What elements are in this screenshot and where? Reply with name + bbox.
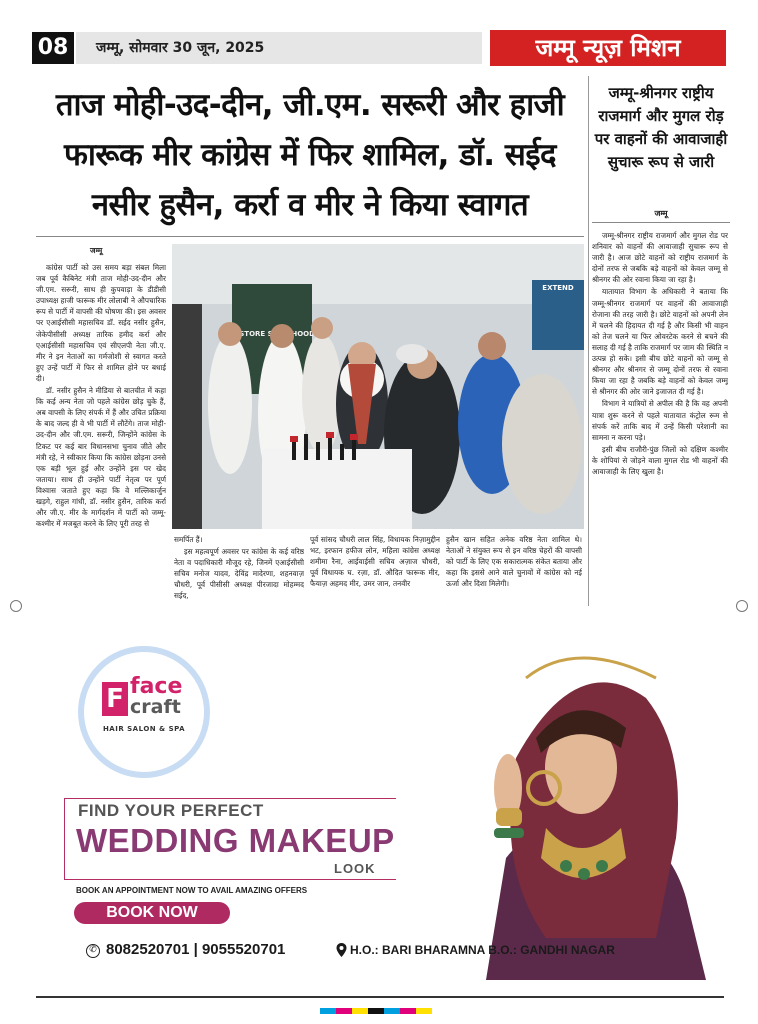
story-paragraph: कांग्रेस पार्टी को उस समय बड़ा संबल मिला जब पूर्व कैबिनेट मंत्री ताज मोही-उद-दीन और जी.एम. सरूरी, साथ ही कुपवाड़ा के डीडीसी उपाध्यक्ष हाजी फारूक मीर लोलाबी ने औपचारिक रूप से पार्टी में वापसी की घोषणा की। इस अवसर पर एआईसीसी महासचिव डॉ. सईद नसीर हुसैन, जेकेपीसीसी अध्यक्ष तारिक हमीद कर्रा और एआईसीसी महासचिव एवं सीएलपी नेता जी.ए. मीर ने इन नेताओं का गर्मजोशी से स्वागत करते हुए उन्हें पार्टी में फिर से शामिल होने पर बधाई दी। (36, 263, 166, 383)
logo-craft: craft (130, 696, 181, 718)
advertisement[interactable] (34, 628, 724, 980)
press-conference-illustration (172, 244, 584, 529)
color-swatch (400, 1008, 416, 1014)
page-bottom-rule (36, 996, 724, 998)
salon-address: H.O.: BARI BHARAMNA B.O.: GANDHI NAGAR (350, 943, 615, 957)
color-swatch (352, 1008, 368, 1014)
banner-text: RESTORE (229, 330, 266, 338)
side-byline: जम्मू (654, 209, 668, 218)
main-story-col3 (310, 534, 440, 614)
story-paragraph: हुसैन खान सहित अनेक वरिष्ठ नेता शामिल थे। नेताओं ने संयुक्त रूप से इन वरिष्ठ चेहरों की वापसी को पार्टी के लिए एक सकारात्मक संकेत बताया और कहा कि इससे आने वाले चुनावों में कांग्रेस को नई ऊर्जा और दिशा मिलेगी। (446, 535, 582, 589)
color-swatch (320, 1008, 336, 1014)
location-pin-icon (336, 943, 347, 957)
story-paragraph: समर्पित हैं। (174, 535, 203, 544)
side-rule (592, 222, 730, 223)
bride-photo (426, 638, 724, 980)
phone-numbers[interactable]: 8082520701 | 9055520701 (106, 941, 286, 958)
book-now-button[interactable]: BOOK NOW (74, 902, 230, 924)
story-paragraph: डॉ. नसीर हुसैन ने मीडिया से बातचीत में कहा कि कई अन्य नेता जो पहले कांग्रेस छोड़ चुके हैं, अब वापसी के लिए संपर्क में हैं और उचित प्रक्रिया के बाद जल्द ही वे भी पार्टी में लौटेंगे। ताज मोही-उद-दीन और जी.एम. सरूरी, जिन्होंने कांग्रेस के टिकट पर कई बार विधानसभा चुनाव जीते और मंत्री रहे, ने स्वीकार किया कि कांग्रेस छोड़ना उनसे एक बड़ी भूल हुई और उन्होंने इस पर खेद जताया। साथ ही उन्होंने पार्टी नेतृत्व पर पूर्ण विश्वास जताते हुए कहा कि वे मल्लिकार्जुन खड़गे, राहुल गांधी, डॉ. नसीर हुसैन, तारिक कर्रा और जी.ए. मीर के मार्गदर्शन में पार्टी को जम्मू-कश्मीर में मजबूत करने के लिए पूरी तरह से (36, 386, 166, 529)
main-story-col1 (36, 262, 166, 614)
ad-contact-bar (34, 940, 724, 970)
side-paragraph: विभाग ने यात्रियों से अपील की है कि वह अपनी यात्रा शुरू करने से पहले यातायात कंट्रोल रूम से संपर्क करें ताकि बाद में उन्हें किसी परेशानी का सामना न करना पड़े। (592, 399, 728, 442)
side-story-body (592, 230, 728, 610)
color-swatch (368, 1008, 384, 1014)
side-paragraph: यातायात विभाग के अधिकारी ने बताया कि जम्मू-श्रीनगर राजमार्ग पर वाहनों की आवाजाही रोजाना की तरह जारी है। छोटे वाहनों को अपनी लेन में चलने की हिदायत दी गई है और किसी भी वाहन को तेज चलने या फिर ओवरटेक करने से बचने की सलाह दी गई है ताकि राजमार्ग पर जाम की स्थिति न उत्पन्न हो सके। इसी बीच छोटे वाहनों को जम्मू से श्रीनगर और श्रीनगर से जम्मू दोनों तरफ से रवाना किया जा रहा है जबकि बड़े वाहनों को केवल जम्मू से श्रीनगर की ओर जाने इजाजत दी गई है। (592, 287, 728, 397)
side-banner-text: EXTEND (542, 284, 574, 292)
main-story-col2 (174, 534, 304, 614)
color-swatch (336, 1008, 352, 1014)
ad-line1: FIND YOUR PERFECT (78, 801, 264, 820)
registration-mark (736, 600, 748, 612)
logo-icon: F (102, 682, 128, 716)
logo-face: face (130, 674, 183, 699)
phone-icon: ✆ (86, 944, 100, 958)
side-headline: जम्मू-श्रीनगर राष्ट्रीय राजमार्ग और मुगल रोड़ पर वाहनों की आवाजाही सुचारू रूप से जारी (594, 84, 728, 171)
appointment-text: BOOK AN APPOINTMENT NOW TO AVAIL AMAZING OFFERS (76, 886, 308, 895)
ad-line2: WEDDING MAKEUP (76, 822, 395, 859)
side-paragraph: जम्मू-श्रीनगर राष्ट्रीय राजमार्ग और मुगल रोड पर शनिवार को वाहनों की आवाजाही सुचारू रूप से जारी है। आज छोटे वाहनों को राष्ट्रीय राजमार्ग के दोनों तरफ से जबकि बड़े वाहनों को केवल जम्मू से श्रीनगर की ओर रवाना किया जा रहा है। (592, 231, 728, 285)
issue-date: जम्मू, सोमवार 30 जून, 2025 (96, 40, 265, 56)
color-swatch (416, 1008, 432, 1014)
logo-tagline: HAIR SALON & SPA (102, 725, 186, 733)
masthead: जम्मू न्यूज़ मिशन (490, 30, 726, 66)
column-divider (588, 76, 589, 606)
headline-rule (36, 236, 584, 237)
side-paragraph: इसी बीच राजौरी-पुंछ जिलों को दक्षिण कश्मीर के शोपियां से जोड़ने वाला मुगल रोड भी वाहनों की आवाजाही के लिए खुला है। (592, 444, 728, 476)
story-paragraph: पूर्व सांसद चौधरी लाल सिंह, विधायक निज़ामुद्दीन भट, इरफान हफीज लोन, महिला कांग्रेस अध्यक्ष शमीमा रैना, आईवाईसी सचिव अज़ाज चौधरी, पूर्व विधायक घ. रज़ा, डॉ. औदित फारूक मीर, फैयाज़ अहमद मीर, उमर जान, तनवीर (310, 535, 440, 589)
story-paragraph: इस महत्वपूर्ण अवसर पर कांग्रेस के कई वरिष्ठ नेता व पदाधिकारी मौजूद रहे, जिनमें एआईसीसी सचिव मनोज यादव, देविंद्र मादेरणा, शहनवाज़ चौधरी, पूर्व पीसीसी अध्यक्ष पीरजादा मोहम्मद सईद, (174, 547, 304, 601)
page-number: 08 (32, 32, 74, 64)
main-story-col4 (446, 534, 582, 614)
main-headline: ताज मोही-उद-दीन, जी.एम. सरूरी और हाजी फारूक मीर कांग्रेस में फिर शामिल, डॉ. सईद नसीर हुसैन, कर्रा व मीर ने किया स्वागत (55, 87, 565, 223)
color-swatch (384, 1008, 400, 1014)
registration-mark (10, 600, 22, 612)
news-photo (172, 244, 584, 529)
ad-line3: LOOK (334, 861, 376, 876)
main-byline: जम्मू (90, 246, 103, 255)
